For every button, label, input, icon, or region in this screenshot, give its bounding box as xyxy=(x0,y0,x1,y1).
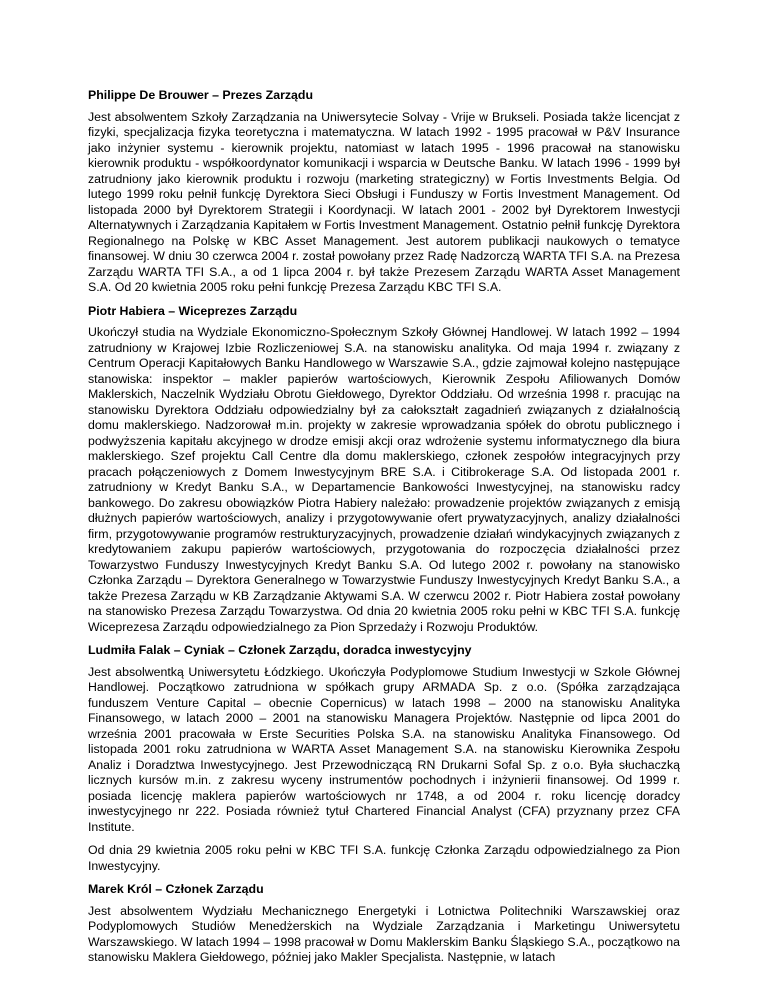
section-title: Philippe De Brouwer – Prezes Zarządu xyxy=(88,88,313,102)
section-paragraph: Jest absolwentką Uniwersytetu Łódzkiego. Ukończyła Podyplomowe Studium Inwestycji w Szkole Głównej Handlowej. Początkowo zatrudniona w spółkach grupy ARMADA Sp. z o.o. (Spółka zarządzająca funduszem Venture Capital – obecnie Copernicus) w latach 1998 – 2000 na stanowisku Analityka Finansowego, w latach 2000 – 2001 na stanowisku Managera Projektów. Następnie od lipca 2001 do września 2001 pracowała w Erste Securities Polska S.A. na stanowisku Analityka Finansowego. Od listopada 2001 roku zatrudniona w WARTA Asset Management S.A. na stanowisku Kierownika Zespołu Analiz i Doradztwa Inwestycyjnego. Jest Przewodniczącą RN Drukarni Sofal Sp. z o.o. Była słuchaczką licznych kursów m.in. z zakresu wyceny instrumentów pochodnych i inżynierii finansowej. Od 1999 r. posiada licencję maklera papierów wartościowych nr 1748, a od 2004 r. roku licencję doradcy inwestycyjnego nr 222. Posiada również tytuł Chartered Financial Analyst (CFA) przyznany przez CFA Institute. xyxy=(88,664,680,834)
section-title: Piotr Habiera – Wiceprezes Zarządu xyxy=(88,303,298,318)
section-paragraph: Jest absolwentem Szkoły Zarządzania na Uniwersytecie Solvay - Vrije w Brukseli. Posiada także licencjat z fizyki, specjalizacja fizyka teoretyczna i matematyczna. W latach 1992 - 1995 pracował w P&V Insurance jako inżynier systemu - kierownik projektu, natomiast w latach 1995 - 1996 pracował na stanowisku kierownik produktu - współkoordynator komunikacji i wsparcia w Deutsche Banku. W latach 1996 - 1999 był zatrudniony jako kierownik produktu i rozwoju (marketing strategiczny) w Fortis Investments Belgia. Od lutego 1999 roku pełnił funkcję Dyrektora Sieci Obsługi i Funduszy w Fortis Investment Management. Od listopada 2000 był Dyrektorem Strategii i Koordynacji. W latach 2001 - 2002 był Dyrektorem Inwestycji Alternatywnych i Zarządzania Kapitałem w Fortis Investment Management. Ostatnio pełnił funkcję Dyrektora Regionalnego na Polskę w KBC Asset Management. Jest autorem publikacji naukowych o tematyce finansowej. W dniu 30 czerwca 2004 r. został powołany przez Radę Nadzorczą WARTA TFI S.A. na Prezesa Zarządu WARTA TFI S.A., a od 1 lipca 2004 r. był także Prezesem Zarządu WARTA Asset Management S.A. Od 20 kwietnia 2005 roku pełni funkcję Prezesa Zarządu KBC TFI S.A. xyxy=(88,109,680,294)
section-falak-cyniak xyxy=(88,643,680,874)
section-title: Marek Król – Członek Zarządu xyxy=(88,882,264,896)
section-title: Ludmiła Falak – Cyniak – Członek Zarządu, doradca inwestycyjny xyxy=(88,643,472,657)
section-habiera xyxy=(88,304,680,636)
document-page xyxy=(88,88,680,974)
section-paragraph: Ukończył studia na Wydziale Ekonomiczno-Społecznym Szkoły Głównej Handlowej. W latach 1992 – 1994 zatrudniony w Krajowej Izbie Rozliczeniowej S.A. na stanowisku analityka. Od maja 1994 r. związany z Centrum Operacji Kapitałowych Banku Handlowego w Warszawie S.A., gdzie zajmował kolejno następujące stanowiska: inspektor – makler papierów wartościowych, Kierownik Zespołu Afiliowanych Domów Maklerskich, Naczelnik Wydziału Obrotu Giełdowego, Dyrektor Oddziału. Od września 1998 r. pracując na stanowisku Dyrektora Oddziału odpowiedzialny był za całokształt zagadnień związanych z działalnością domu maklerskiego. Nadzorował m.in. projekty w zakresie wprowadzania spółek do obrotu publicznego i podwyższenia kapitału akcyjnego w drodze emisji akcji oraz wdrożenie systemu informatycznego dla biura maklerskiego. Szef projektu Call Centre dla domu maklerskiego, członek zespołów integracyjnych przy pracach połączeniowych z Domem Inwestycyjnym BRE S.A. i Citibrokerage S.A. Od listopada 2001 r. zatrudniony w Kredyt Banku S.A., w Departamencie Bankowości Inwestycyjnej, na stanowisku radcy bankowego. Do zakresu obowiązków Piotra Habiery należało: prowadzenie projektów związanych z emisją dłużnych papierów wartościowych, analizy i przygotowywanie ofert prywatyzacyjnych, analizy działalności firm, przygotowywanie programów restrukturyzacyjnych, prowadzenie działań windykacyjnych związanych z kredytowaniem zakupu papierów wartościowych, przygotowania do rozpoczęcia działalności przez Towarzystwo Funduszy Inwestycyjnych Kredyt Banku S.A. Od lutego 2002 r. powołany na stanowisko Członka Zarządu – Dyrektora Generalnego w Towarzystwie Funduszy Inwestycyjnych Kredyt Banku S.A., a także Prezesa Zarządu w KB Zarządzanie Aktywami S.A. W czerwcu 2002 r. Piotr Habiera został powołany na stanowisko Prezesa Zarządu Towarzystwa. Od dnia 20 kwietnia 2005 roku pełni w KBC TFI S.A. funkcję Wiceprezesa Zarządu odpowiedzialnego za Pion Sprzedaży i Rozwoju Produktów. xyxy=(88,325,680,634)
section-paragraph: Od dnia 29 kwietnia 2005 roku pełni w KBC TFI S.A. funkcję Członka Zarządu odpowiedzialnego za Pion Inwestycyjny. xyxy=(88,843,680,873)
section-paragraph: Jest absolwentem Wydziału Mechanicznego Energetyki i Lotnictwa Politechniki Warszawskiej oraz Podyplomowych Studiów Menedżerskich na Wydziale Zarządzania i Marketingu Uniwersytetu Warszawskiego. W latach 1994 – 1998 pracował w Domu Maklerskim Banku Śląskiego S.A., początkowo na stanowisku Maklera Giełdowego, później jako Makler Specjalista. Następnie, w latach xyxy=(88,903,680,964)
section-de-brouwer xyxy=(88,88,680,296)
section-krol xyxy=(88,882,680,966)
